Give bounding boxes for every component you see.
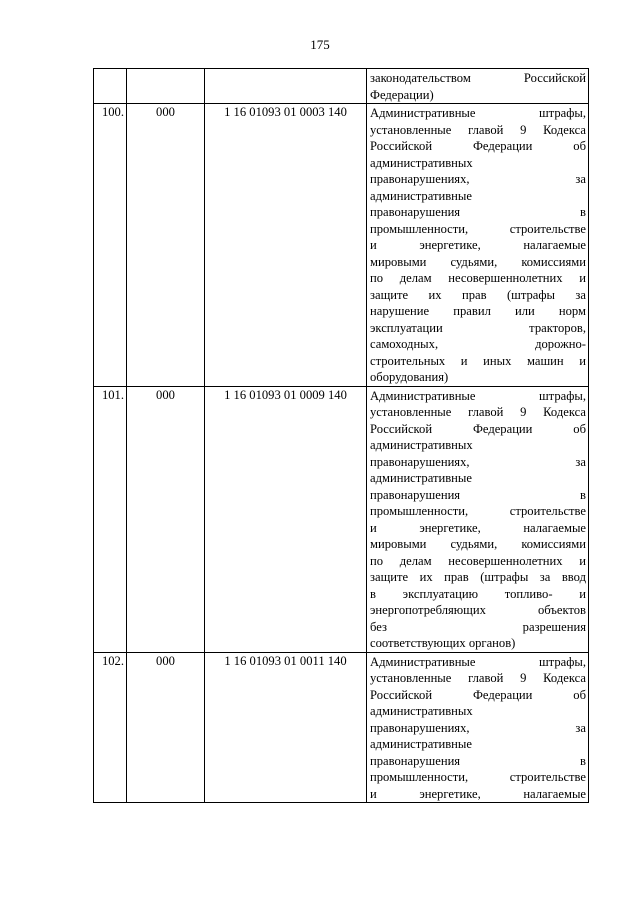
admin-code-cell: 000 [127,386,205,652]
description-line: по делам несовершеннолетних и [370,553,586,568]
budget-classification-code-cell: 1 16 01093 01 0011 140 [205,652,367,803]
description-line: без разрешения [370,619,586,634]
description-cell [367,69,589,104]
table-row [94,69,589,104]
description-line: правонарушения в [370,487,586,502]
description-line: нарушение правил или норм [370,304,586,318]
description-line: правонарушения в [370,205,586,219]
description-cell [367,386,589,652]
description-line: установленные главой 9 Кодекса [370,405,586,419]
description-line: и энергетике, налагаемые [370,238,586,252]
description-line: Российской Федерации об [370,139,586,153]
description-line: установленные главой 9 Кодекса [370,122,586,137]
budget-classification-code-cell [205,69,367,104]
description-line: Федерации) [370,87,434,102]
row-number-cell: 101. [94,386,127,652]
table-row [94,104,589,387]
description-line: промышленности, строительстве [370,504,586,518]
description-line: мировыми судьями, комиссиями [370,537,586,551]
description-line: административных [370,704,473,718]
description-line: в эксплуатацию топливо- и [370,586,586,601]
description-line: административные [370,471,472,485]
admin-code-cell: 000 [127,104,205,387]
budget-codes-table [93,68,589,803]
page-number: 175 [310,37,330,52]
admin-code-cell: 000 [127,652,205,803]
description-line: административные [370,188,472,203]
description-line: Административные штрафы, [370,106,586,120]
table-row [94,386,589,652]
description-line: Российской Федерации об [370,687,586,702]
description-line: оборудования) [370,370,449,384]
row-number-cell: 100. [94,104,127,387]
table-row [94,652,589,803]
description-line: мировыми судьями, комиссиями [370,254,586,269]
description-cell [367,652,589,803]
description-line: и энергетике, налагаемые [370,786,586,801]
description-cell [367,104,589,387]
description-line: соответствующих органов) [370,636,516,650]
budget-classification-code-cell: 1 16 01093 01 0009 140 [205,386,367,652]
row-number-cell: 102. [94,652,127,803]
description-line: правонарушениях, за [370,720,586,735]
description-line: самоходных, дорожно- [370,337,586,351]
description-line: административных [370,155,473,170]
description-line: правонарушениях, за [370,454,586,469]
description-line: защите их прав (штрафы за [370,287,586,302]
description-line: защите их прав (штрафы за ввод [370,570,586,584]
description-line: Административные штрафы, [370,654,586,669]
description-line: установленные главой 9 Кодекса [370,671,586,685]
description-line: и энергетике, налагаемые [370,520,586,535]
description-line: эксплуатации тракторов, [370,320,586,335]
description-line: строительных и иных машин и [370,353,586,368]
description-line: Административные штрафы, [370,388,586,403]
description-line: правонарушениях, за [370,172,586,186]
row-number-cell [94,69,127,104]
description-line: промышленности, строительстве [370,221,586,236]
admin-code-cell [127,69,205,104]
budget-classification-code-cell: 1 16 01093 01 0003 140 [205,104,367,387]
description-line: административные [370,737,472,751]
description-line: энергопотребляющих объектов [370,603,586,617]
description-line: административных [370,438,473,452]
description-line: Российской Федерации об [370,421,586,436]
description-line: по делам несовершеннолетних и [370,271,586,285]
description-line: правонарушения в [370,753,586,768]
description-line: промышленности, строительстве [370,770,586,784]
description-line: законодательством Российской [370,71,586,85]
